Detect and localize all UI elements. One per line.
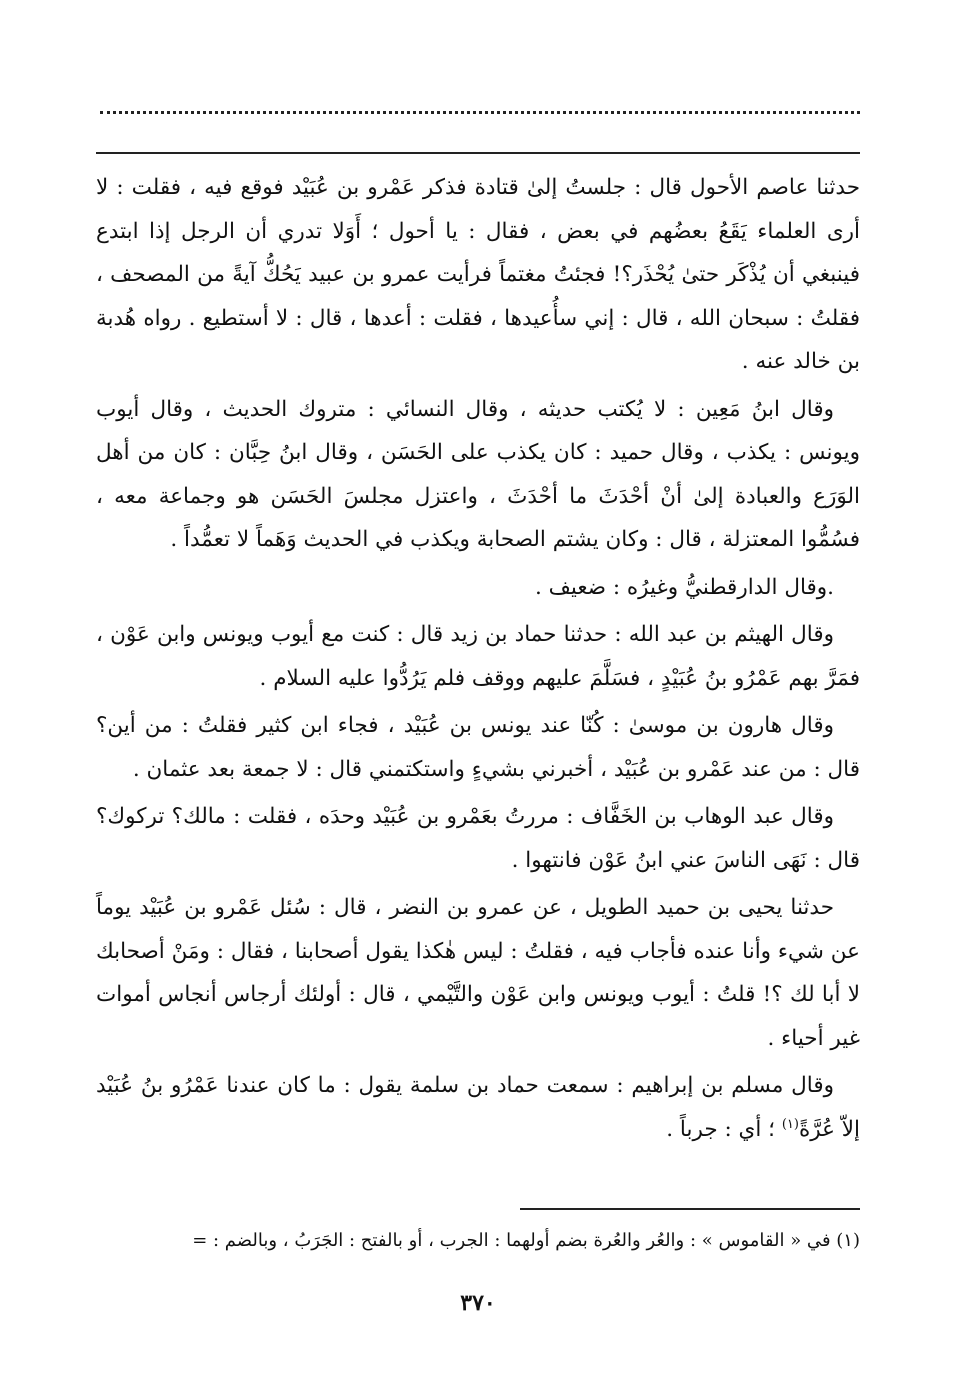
paragraph-tail: ؛ أي : جرباً . [666, 1116, 782, 1142]
paragraph: وقال عبد الوهاب بن الخَفَّاف : مررتُ بعَمْرو بن عُبَيْد وحدَه ، فقلت : مالك؟ تركوك؟ قال : نَهَى الناسَ عني ابنُ عَوْن فانتهوا . [96, 804, 860, 873]
header-dotted-rule [100, 104, 860, 114]
paragraph: حدثنا عاصم الأحول قال : جلستُ إلىٰ قتادة فذكر عَمْرو بن عُبَيْد فوقع فيه ، فقلت : لا أرى العلماء يَقَعُ بعضُهم في بعض ، فقال : يا أحول ؛ أَوَلا تدري أن الرجل إذا ابتدع فينبغي أن يُذْكَر حتىٰ يُحْذَر؟! فجئتُ مغتماً فرأيت عمرو بن عبيد يَحُكُّ آيةً من المصحف ، فقلتُ : سبحان الله ، قال : إني سأُعيدها ، فقلت : أعدها ، قال : لا أستطيع . رواه هُدبة بن خالد عنه . [96, 175, 860, 374]
footnote-reference[interactable]: (١) [781, 1116, 799, 1132]
footnote: (١) في « القاموس » : والعُر والعُرة بضم أولهما : الجرب ، أو بالفتح : الجَرَبُ ، وبالضم : = [192, 1230, 860, 1251]
paragraph-last [96, 1064, 860, 1151]
paragraph: وقال الهيثم بن عبد الله : حدثنا حماد بن زيد قال : كنت مع أيوب ويونس وابن عَوْن ، فمَرَّ بهم عَمْرُو بنُ عُبَيْدٍ ، فسَلَّمَ عليهم ووقف فلم يَرُدُّوا عليه السلام . [96, 622, 860, 691]
page-number: ٣٧٠ [460, 1290, 496, 1316]
footnote-rule [520, 1208, 860, 1210]
paragraph: وقال هارون بن موسىٰ : كُنّا عند يونس بن عُبَيْد ، فجاء ابن كثير فقلتُ : من أين؟ قال : من عند عَمْرو بن عُبَيْد ، أخبرني بشيءٍ واستكتمني قال : لا جمعة بعد عثمان . [96, 713, 860, 782]
paragraph: .وقال الدارقطنيُّ وغيرُه : ضعيف . [534, 574, 834, 600]
paragraph: حدثنا يحيى بن حميد الطويل ، عن عمرو بن النضر ، قال : سُئل عَمْرو بن عُبَيْد يوماً عن شيء وأنا عنده فأجاب فيه ، فقلتُ : ليس هٰكذا يقول أصحابنا ، فقال : ومَنْ أصحابك لا أبا لك ؟! قلتُ : أيوب ويونس وابن عَوْن والتَّيْمي ، قال : أولئك أرجاس أنجاس أموات غير أحياء . [96, 895, 860, 1051]
paragraph-text: وقال مسلم بن إبراهيم : سمعت حماد بن سلمة يقول : ما كان عندنا عَمْرُو بنُ عُبَيْد إلاّ عُرَّةً [96, 1073, 860, 1142]
main-text [96, 166, 860, 1155]
header-rule [96, 152, 860, 154]
paragraph: وقال ابنُ مَعِين : لا يُكتب حديثه ، وقال النسائي : متروك الحديث ، وقال أيوب ويونس : يكذب ، وقال حميد : كان يكذب على الحَسَن ، وقال ابنُ حِبَّان : كان من أهل الوَرَع والعبادة إلىٰ أنْ أحْدَثَ ما أحْدَثَ ، واعتزل مجلسَ الحَسَن هو وجماعة معه ، فسُمُّوا المعتزلة ، قال : وكان يشتم الصحابة ويكذب في الحديث وَهَماً لا تعمُّداً . [96, 396, 860, 552]
